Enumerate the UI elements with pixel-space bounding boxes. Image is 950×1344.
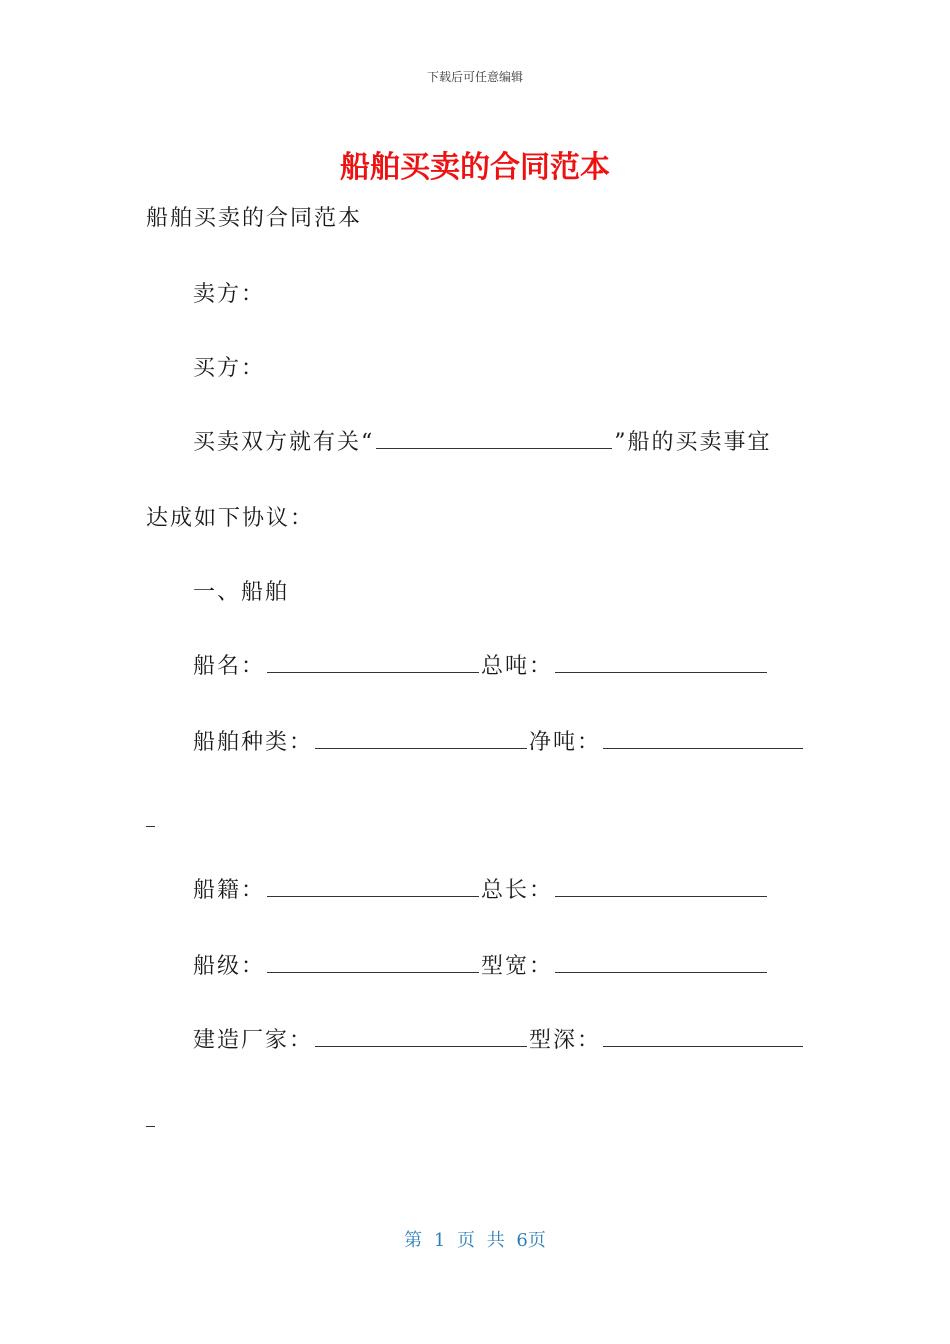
ship-class-label: 船级： (193, 954, 266, 979)
seller-label: 卖方： (193, 282, 266, 307)
gross-tonnage-label: 总吨： (481, 654, 554, 679)
ship-type-field[interactable] (315, 728, 527, 749)
row-builder (193, 1026, 805, 1056)
gross-tonnage-field[interactable] (555, 652, 767, 673)
ship-type-label: 船舶种类： (193, 730, 314, 755)
net-tonnage-label: 净吨： (529, 730, 602, 755)
builder-field[interactable] (315, 1026, 527, 1047)
overall-length-field[interactable] (555, 876, 767, 897)
moulded-breadth-field[interactable] (555, 952, 767, 973)
ship-name-label: 船名： (193, 654, 266, 679)
document-title: 船舶买卖的合同范本 (340, 150, 610, 185)
ship-name-blank[interactable] (376, 428, 612, 449)
section1-heading: 一、船舶 (193, 580, 290, 605)
moulded-depth-field[interactable] (603, 1026, 803, 1047)
moulded-breadth-label: 型宽： (481, 954, 554, 979)
buyer-label: 买方： (193, 356, 266, 381)
header-note: 下载后可任意编辑 (426, 70, 523, 84)
agreement-continuation: 达成如下协议： (146, 506, 315, 531)
agreement-text-start: 买卖双方就有关“ (193, 430, 375, 455)
registry-label: 船籍： (193, 878, 266, 903)
row-ship-class (193, 952, 769, 982)
registry-field[interactable] (267, 876, 479, 897)
row-registry (193, 876, 769, 906)
ship-name-field[interactable] (267, 652, 479, 673)
wrapped-underline-1 (146, 826, 155, 827)
builder-label: 建造厂家： (193, 1028, 314, 1053)
agreement-text-end: ”船的买卖事宜 (614, 430, 772, 455)
agreement-line (193, 428, 772, 458)
ship-class-field[interactable] (267, 952, 479, 973)
document-subtitle: 船舶买卖的合同范本 (146, 206, 363, 231)
overall-length-label: 总长： (481, 878, 554, 903)
wrapped-underline-2 (146, 1126, 155, 1127)
row-ship-type (193, 728, 805, 758)
page-indicator: 第 1 页 共 6页 (404, 1230, 546, 1251)
net-tonnage-field[interactable] (603, 728, 803, 749)
moulded-depth-label: 型深： (529, 1028, 602, 1053)
row-ship-name (193, 652, 769, 682)
